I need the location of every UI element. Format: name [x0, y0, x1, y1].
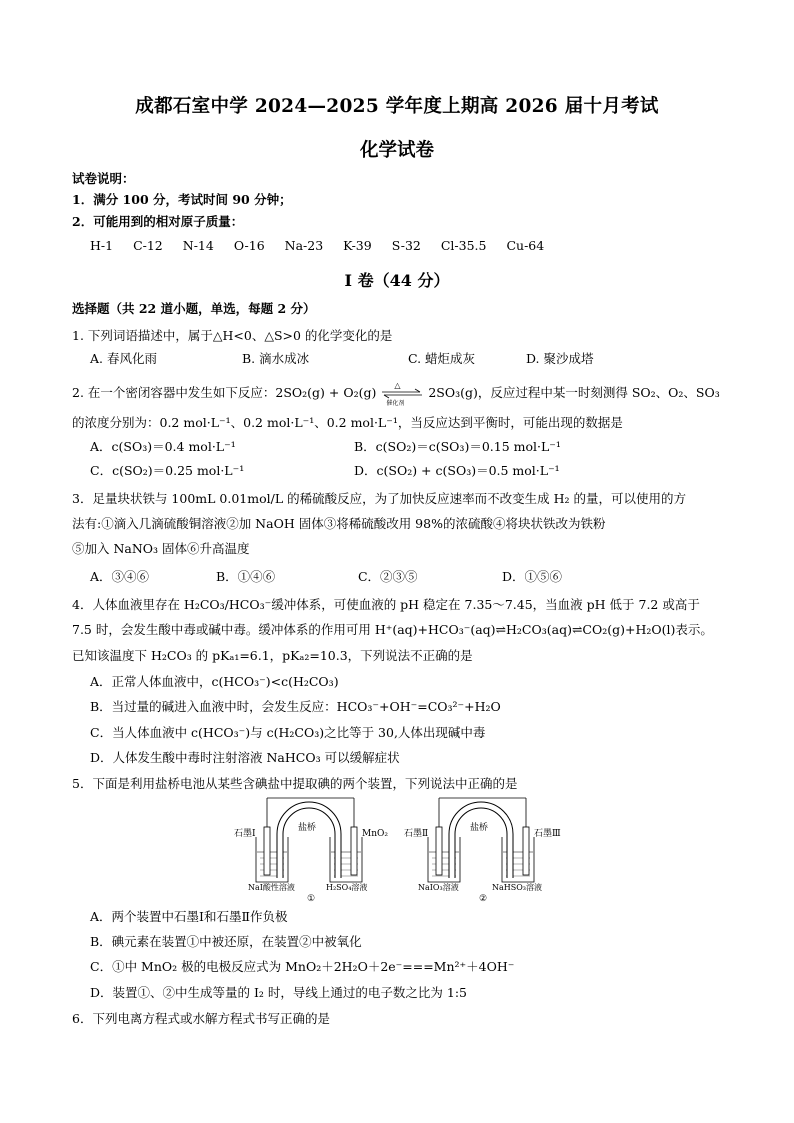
section-heading: 选择题（共 22 道小题，单选，每题 2 分） [72, 301, 316, 316]
q2-options-row1 [90, 438, 561, 456]
label-apparatus-1: ① [307, 894, 316, 904]
instruction-2: 2．可能用到的相对原子质量： [72, 214, 244, 229]
q1-options [90, 350, 593, 368]
atom-mass: N-14 [182, 238, 214, 253]
q3-option-b: B．①④⑥ [215, 569, 276, 584]
q3-line2: 法有:①滴入几滴硫酸铜溶液②加 NaOH 固体③将稀硫酸改用 98%的浓硫酸④将块状铁改为铁粉 [72, 516, 606, 531]
q5-option-d: D．装置①、②中生成等量的 I₂ 时，导线上通过的电子数之比为 1:5 [90, 985, 468, 1000]
atom-mass: K-39 [343, 238, 372, 253]
q1-option-a: A. 春风化雨 [90, 351, 157, 366]
q2-option-b: B．c(SO₂)＝c(SO₃)＝0.15 mol·L⁻¹ [353, 439, 561, 454]
instruction-1: 1．满分 100 分，考试时间 90 分钟； [72, 192, 292, 207]
atom-mass: Cl-35.5 [440, 238, 487, 253]
q2-option-d: D．c(SO₂) + c(SO₃)＝0.5 mol·L⁻¹ [353, 463, 560, 478]
atomic-mass-list [90, 237, 560, 255]
q3-option-c: C．②③⑤ [357, 569, 418, 584]
q2-option-c: C．c(SO₂)＝0.25 mol·L⁻¹ [90, 463, 245, 478]
q4-line2: 7.5 时，会发生酸中毒或碱中毒。缓冲体系的作用可用 H⁺(aq)+HCO₃⁻(aq)⇌H₂CO₃(aq)⇌CO₂(g)+H₂O(l)表示。 [72, 622, 713, 637]
q3-line1: 3．足量块状铁与 100mL 0.01mol/L 的稀硫酸反应，为了加快反应速率而不改变生成 H₂ 的量，可以使用的方 [72, 491, 686, 506]
instructions-heading: 试卷说明： [72, 171, 135, 186]
q2-option-a: A．c(SO₃)＝0.4 mol·L⁻¹ [90, 439, 236, 454]
label-salt-bridge-1: 盐桥 [298, 823, 317, 833]
q3-line3: ⑤加入 NaNO₃ 固体⑥升高温度 [72, 541, 250, 556]
q3-option-d: D．①⑤⑥ [501, 569, 562, 584]
atom-mass: Cu-64 [506, 238, 545, 253]
q4-option-c: C．当人体血液中 c(HCO₃⁻)与 c(H₂CO₃)之比等于 30,人体出现碱中毒 [90, 725, 486, 740]
atom-mass: O-16 [233, 238, 265, 253]
label-mno2: MnO₂ [362, 829, 388, 839]
q4-option-d: D．人体发生酸中毒时注射溶液 NaHCO₃ 可以缓解症状 [90, 750, 400, 765]
arrow-condition-top: △ [394, 381, 401, 390]
q1-option-b: B. 滴水成冰 [241, 351, 310, 366]
q3-option-a: A．③④⑥ [90, 569, 150, 584]
q4-line1: 4．人体血液里存在 H₂CO₃/HCO₃⁻缓冲体系，可使血液的 pH 稳定在 7.35～7.45，当血液 pH 低于 7.2 或高于 [72, 597, 700, 612]
q6-stem: 6．下列电离方程式或水解方程式书写正确的是 [72, 1011, 330, 1026]
label-graphite-3: 石墨Ⅲ [534, 829, 561, 839]
exam-subtitle: 化学试卷 [359, 140, 434, 161]
q1-option-c: C. 蜡炬成灰 [407, 351, 476, 366]
q5-option-b: B．碘元素在装置①中被还原，在装置②中被氧化 [90, 934, 362, 949]
q4-option-b: B．当过量的碱进入血液中时，会发生反应：HCO₃⁻+OH⁻=CO₃²⁻+H₂O [90, 699, 501, 714]
q1-option-d: D. 聚沙成塔 [525, 351, 594, 366]
electrochemical-cells-figure [234, 792, 564, 907]
q2-stem-c: 的浓度分别为：0.2 mol·L⁻¹、0.2 mol·L⁻¹、0.2 mol·L⁻¹，当反应达到平衡时，可能出现的数据是 [72, 415, 623, 430]
q2-options-row2 [90, 462, 560, 480]
equilibrium-arrow [380, 381, 424, 407]
q5-stem: 5．下面是利用盐桥电池从某些含碘盐中提取碘的两个装置，下列说法中正确的是 [72, 776, 518, 791]
q2-stem [72, 381, 720, 407]
label-apparatus-2: ② [479, 894, 488, 904]
q1-stem: 1. 下列词语描述中，属于△H<0、△S>0 的化学变化的是 [72, 328, 393, 343]
label-salt-bridge-2: 盐桥 [470, 823, 489, 833]
q2-stem-a: 2. 在一个密闭容器中发生如下反应：2SO₂(g) + O₂(g) [72, 385, 377, 400]
label-nai-solution: NaI酸性溶液 [248, 883, 295, 892]
atom-mass: H-1 [90, 238, 114, 253]
section-title: I 卷（44 分） [344, 271, 450, 290]
label-nahso3-solution: NaHSO₃溶液 [492, 883, 542, 892]
label-naio3-solution: NaIO₃溶液 [418, 883, 459, 892]
q5-option-a: A．两个装置中石墨Ⅰ和石墨Ⅱ作负极 [90, 909, 288, 924]
arrow-condition-bottom: 催化剂 [386, 400, 405, 407]
exam-title: 成都石室中学 2024—2025 学年度上期高 2026 届十月考试 [135, 96, 659, 117]
atom-mass: Na-23 [284, 238, 324, 253]
atom-mass: S-32 [391, 238, 421, 253]
atom-mass: C-12 [133, 238, 163, 253]
label-graphite-1: 石墨Ⅰ [234, 829, 256, 839]
label-graphite-2: 石墨Ⅱ [404, 829, 429, 839]
q4-line3: 已知该温度下 H₂CO₃ 的 pKₐ₁=6.1，pKₐ₂=10.3，下列说法不正确的是 [72, 648, 473, 663]
q3-options [90, 568, 562, 586]
q4-option-a: A．正常人体血液中，c(HCO₃⁻)<c(H₂CO₃) [90, 674, 339, 689]
q5-option-c: C．①中 MnO₂ 极的电极反应式为 MnO₂＋2H₂O＋2e⁻===Mn²⁺＋4OH⁻ [90, 959, 515, 974]
q2-stem-b: 2SO₃(g)，反应过程中某一时刻测得 SO₂、O₂、SO₃ [428, 385, 720, 400]
label-h2so4-solution: H₂SO₄溶液 [326, 883, 368, 892]
